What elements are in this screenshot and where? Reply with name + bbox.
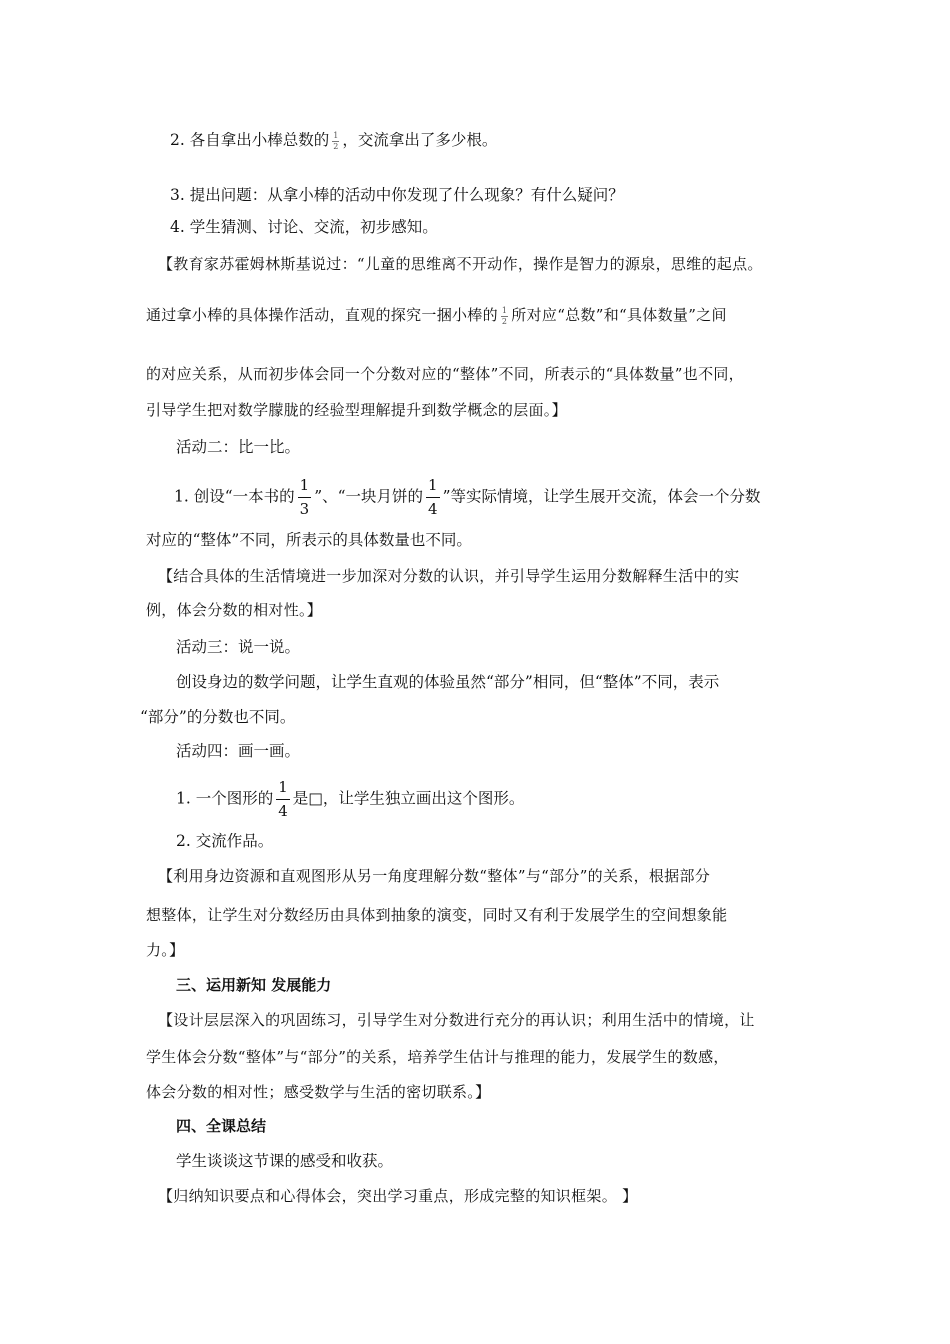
denominator: 4: [428, 500, 438, 518]
text: ，交流拿出了多少根。: [342, 131, 498, 149]
text: ”等实际情境，让学生展开交流，体会一个分数: [442, 487, 761, 506]
numerator: 1: [298, 478, 312, 498]
body-line: 学生谈谈这节课的感受和收获。: [176, 1152, 394, 1170]
commentary-line: 【设计层层深入的巩固练习，引导学生对分数进行充分的再认识；利用生活中的情境，让: [158, 1011, 755, 1029]
text: 1. 创设“一本书的: [174, 487, 295, 506]
body-line: 创设身边的数学问题，让学生直观的体验虽然“部分”相同，但“整体”不同，表示: [176, 673, 720, 691]
activity-2-step-1: [174, 478, 761, 517]
activity-4-heading: 活动四：画一画。: [176, 742, 301, 760]
text: 是□，让学生独立画出这个图形。: [292, 789, 525, 808]
fraction-one-half: [501, 307, 508, 326]
step-4-line: 4. 学生猜测、讨论、交流，初步感知。: [170, 218, 438, 236]
numerator: 1: [426, 478, 440, 498]
activity-2-heading: 活动二：比一比。: [176, 438, 301, 456]
commentary-line: 【教育家苏霍姆林斯基说过：“儿童的思维离不开动作，操作是智力的源泉，思维的起点。: [158, 255, 763, 273]
text: 所对应“总数”和“具体数量”之间: [511, 306, 727, 324]
commentary-line: 想整体，让学生对分数经历由具体到抽象的演变，同时又有利于发展学生的空间想象能: [146, 906, 728, 924]
step-2-line: [170, 130, 497, 151]
text: ”、“一块月饼的: [314, 487, 424, 506]
fraction-one-quarter: [426, 478, 440, 517]
activity-4-step-1: [176, 780, 524, 819]
numerator: 1: [333, 130, 339, 140]
denominator: 2: [333, 141, 339, 151]
commentary-line: 的对应关系，从而初步体会同一个分数对应的“整体”不同，所表示的“具体数量”也不同，: [146, 365, 744, 383]
commentary-line: 体会分数的相对性；感受数学与生活的密切联系。】: [146, 1083, 491, 1101]
step-3-line: 3. 提出问题：从拿小棒的活动中你发现了什么现象？有什么疑问？: [170, 186, 624, 204]
section-4-heading: 四、全课总结: [176, 1117, 267, 1135]
commentary-line: 引导学生把对数学朦胧的经验型理解提升到数学概念的层面。】: [146, 401, 567, 419]
fraction-one-third: [298, 478, 312, 517]
text: 1. 一个图形的: [176, 789, 274, 808]
denominator: 3: [299, 500, 310, 518]
commentary-line: 【归纳知识要点和心得体会，突出学习重点，形成完整的知识框架。 】: [158, 1187, 638, 1205]
denominator: 2: [501, 316, 508, 326]
numerator: 1: [501, 305, 508, 315]
body-line: 对应的“整体”不同，所表示的具体数量也不同。: [146, 531, 472, 549]
activity-3-heading: 活动三：说一说。: [176, 638, 301, 656]
commentary-line: 【利用身边资源和直观图形从另一角度理解分数“整体”与“部分”的关系，根据部分: [158, 867, 711, 885]
commentary-line: 【结合具体的生活情境进一步加深对分数的认识，并引导学生运用分数解释生活中的实: [158, 567, 740, 585]
commentary-line: [146, 305, 727, 326]
activity-4-step-2: 2. 交流作品。: [176, 832, 274, 850]
body-line: “部分”的分数也不同。: [140, 708, 296, 726]
fraction-one-quarter: [276, 780, 290, 819]
text: 2. 各自拿出小棒总数的: [170, 131, 330, 149]
commentary-line: 力。】: [146, 941, 185, 959]
commentary-line: 学生体会分数“整体”与“部分”的关系，培养学生估计与推理的能力，发展学生的数感，: [146, 1048, 729, 1066]
section-3-heading: 三、运用新知 发展能力: [176, 976, 332, 994]
fraction-one-half: [332, 132, 339, 151]
commentary-line: 例，体会分数的相对性。】: [146, 601, 323, 619]
text: 通过拿小棒的具体操作活动，直观的探究一捆小棒的: [146, 306, 498, 324]
denominator: 4: [278, 802, 288, 820]
numerator: 1: [276, 780, 290, 800]
